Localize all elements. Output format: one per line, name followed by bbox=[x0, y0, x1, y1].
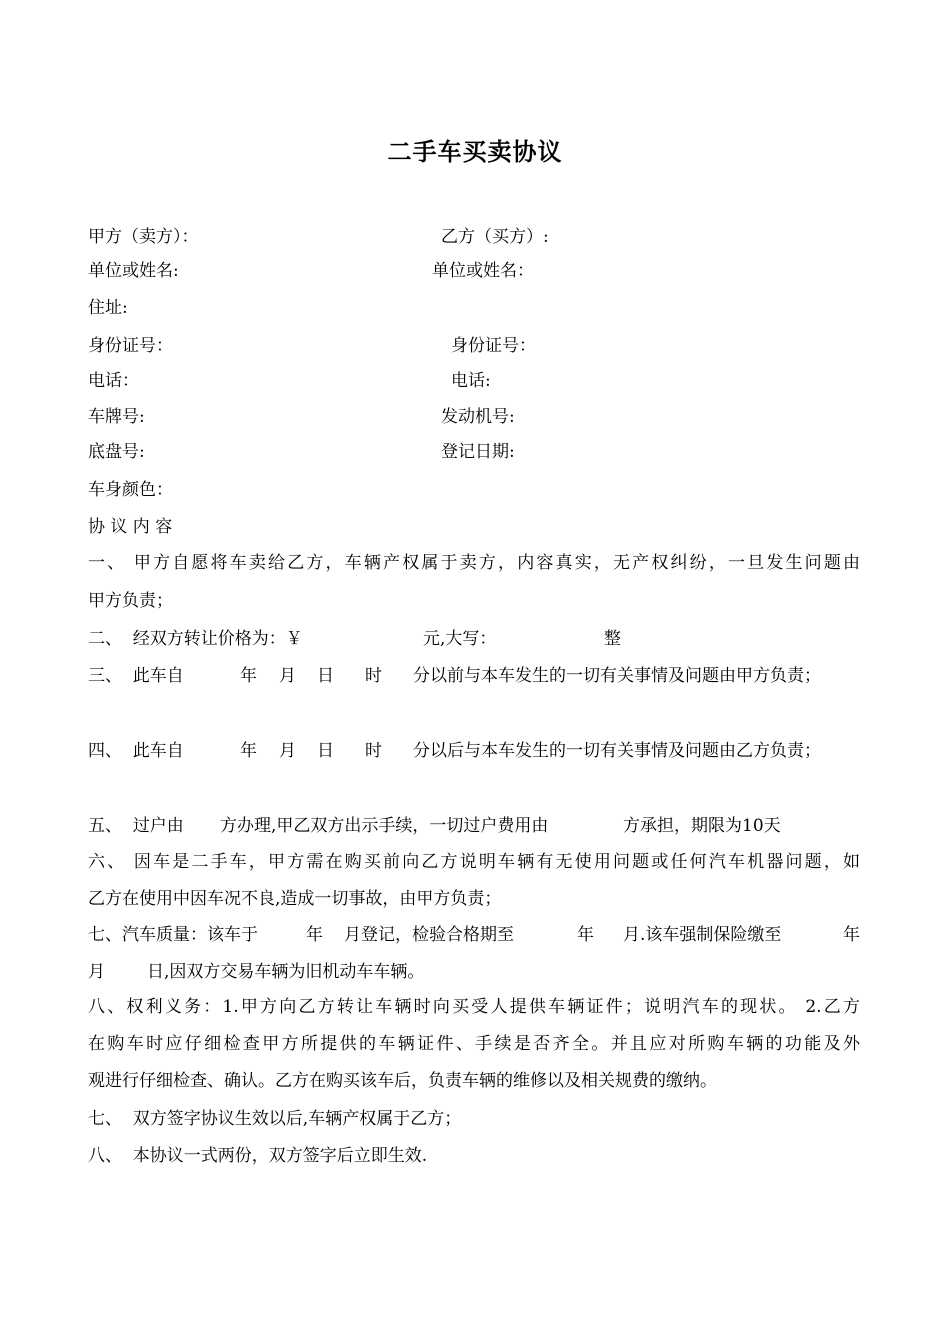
party-a-address-label: 住址: bbox=[88, 298, 128, 318]
party-a-name-label: 单位或姓名: bbox=[88, 261, 179, 281]
clause-8-line-3: 观进行仔细检查、确认。乙方在购买该车后，负责车辆的维修以及相关规费的缴纳。 bbox=[88, 1071, 717, 1091]
clause-8-line-2: 在购车时应仔细检查甲方所提供的车辆证件、手续是否齐全。并且应对所购车辆的功能及外 bbox=[88, 1034, 860, 1054]
clause-4-hour: 时 bbox=[365, 741, 382, 761]
engine-number-label: 发动机号: bbox=[441, 407, 515, 427]
clause-4-rest: 分以后与本车发生的一切有关事情及问题由乙方负责； bbox=[413, 741, 821, 761]
clause-3-year: 年 bbox=[240, 666, 257, 686]
clause-7-line-2-rest: 日,因双方交易车辆为旧机动车车辆。 bbox=[147, 962, 425, 982]
clause-4-day: 日 bbox=[317, 741, 334, 761]
clause-7-year-3: 年 bbox=[843, 925, 860, 945]
clause-5-prefix: 五、 过户由 bbox=[88, 816, 184, 836]
clause-6-line-1: 六、 因车是二手车，甲方需在购买前向乙方说明车辆有无使用问题或任何汽车机器问题，如 bbox=[88, 852, 860, 872]
clause-8-line-1: 八、权利义务：1.甲方向乙方转让车辆时向买受人提供车辆证件；说明汽车的现状。 2.乙方 bbox=[88, 997, 860, 1017]
registration-date-label: 登记日期: bbox=[441, 442, 515, 462]
clause-4-prefix: 四、 此车自 bbox=[88, 741, 184, 761]
party-a-phone-label: 电话： bbox=[88, 371, 139, 391]
clause-2-mid: 元,大写： bbox=[423, 629, 497, 649]
clause-5-end: 方承担，期限为10天 bbox=[623, 816, 781, 836]
clause-9: 七、 双方签字协议生效以后,车辆产权属于乙方； bbox=[88, 1109, 462, 1129]
chassis-number-label: 底盘号: bbox=[88, 442, 145, 462]
party-b-id-label: 身份证号： bbox=[451, 336, 536, 356]
document-title: 二手车买卖协议 bbox=[387, 137, 563, 166]
clause-3-month: 月 bbox=[279, 666, 296, 686]
party-b-phone-label: 电话: bbox=[451, 371, 491, 391]
section-heading: 协 议 内 容 bbox=[88, 517, 173, 537]
clause-7-insurance: 月.该车强制保险缴至 bbox=[623, 925, 782, 945]
clause-10: 八、 本协议一式两份，双方签字后立即生效. bbox=[88, 1146, 428, 1166]
body-color-label: 车身颜色： bbox=[88, 480, 173, 500]
party-b-name-label: 单位或姓名： bbox=[432, 261, 534, 281]
clause-3-day: 日 bbox=[317, 666, 334, 686]
party-b-heading: 乙方（买方）: bbox=[441, 227, 549, 247]
clause-7-line-2-month: 月 bbox=[88, 962, 105, 982]
clause-1-line-1: 一、 甲方自愿将车卖给乙方，车辆产权属于卖方，内容真实，无产权纠纷，一旦发生问题由 bbox=[88, 553, 860, 573]
clause-2-end: 整 bbox=[604, 629, 621, 649]
plate-number-label: 车牌号: bbox=[88, 407, 145, 427]
clause-4-year: 年 bbox=[240, 741, 257, 761]
clause-4-month: 月 bbox=[279, 741, 296, 761]
clause-7-prefix: 七、汽车质量：该车于 bbox=[88, 925, 258, 945]
clause-3-rest: 分以前与本车发生的一切有关事情及问题由甲方负责； bbox=[413, 666, 821, 686]
clause-3-hour: 时 bbox=[365, 666, 382, 686]
clause-5-mid: 方办理,甲乙双方出示手续，一切过户费用由 bbox=[220, 816, 549, 836]
clause-3-prefix: 三、 此车自 bbox=[88, 666, 184, 686]
party-a-heading: 甲方（卖方）： bbox=[88, 227, 199, 247]
clause-1-line-2: 甲方负责； bbox=[88, 591, 173, 611]
clause-7-registered: 月登记，检验合格期至 bbox=[344, 925, 514, 945]
party-a-id-label: 身份证号： bbox=[88, 336, 173, 356]
clause-7-year-1: 年 bbox=[306, 925, 323, 945]
clause-6-line-2: 乙方在使用中因车况不良,造成一切事故，由甲方负责； bbox=[88, 889, 502, 909]
clause-7-year-2: 年 bbox=[577, 925, 594, 945]
clause-2-prefix: 二、 经双方转让价格为：￥ bbox=[88, 629, 303, 649]
